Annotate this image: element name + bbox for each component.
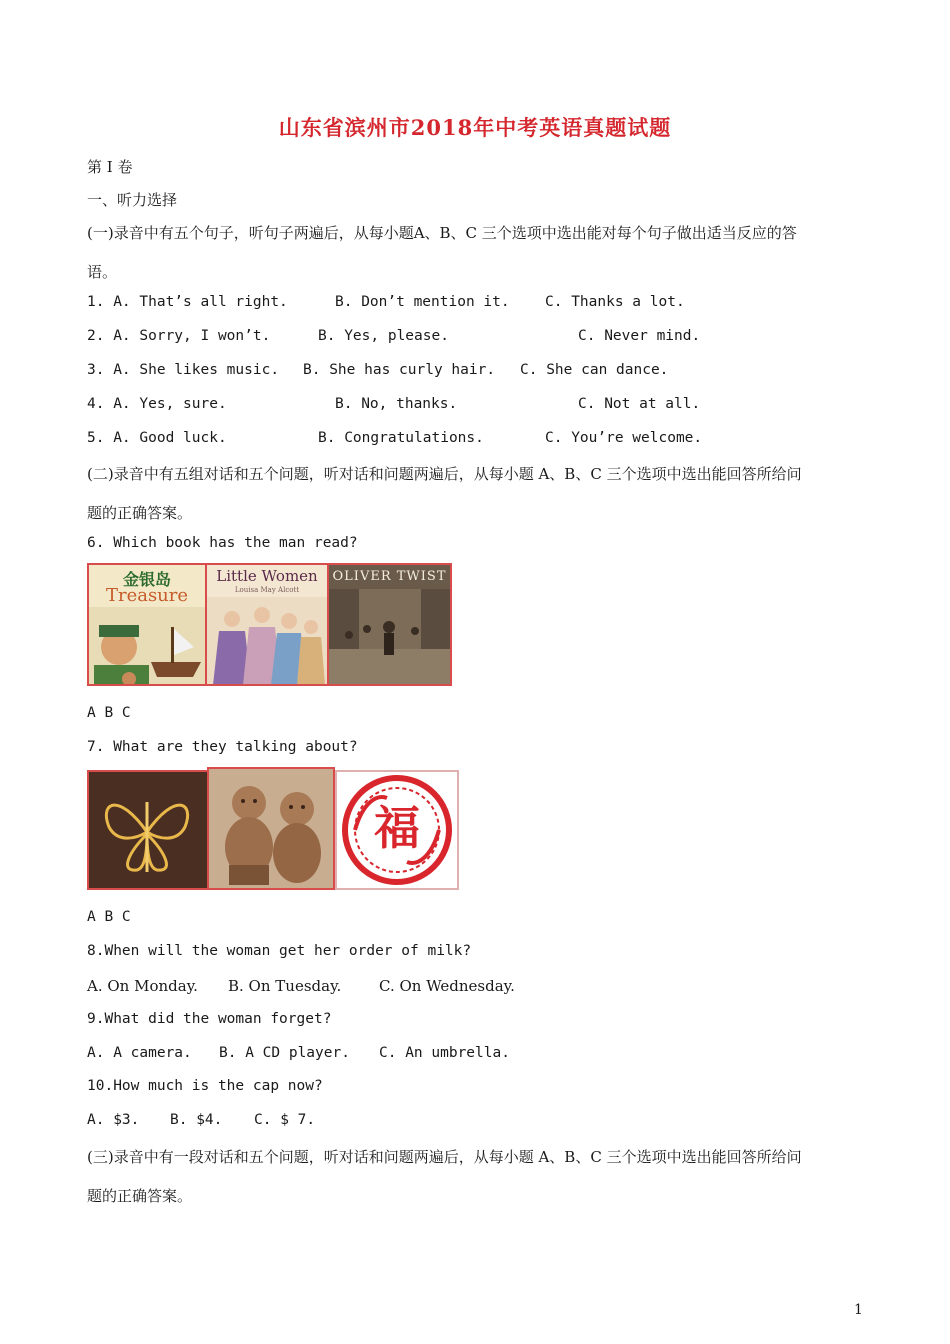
q7-option-labels: A B C xyxy=(87,909,131,925)
option-a: 2. A. Sorry, I won’t. xyxy=(87,328,271,344)
option-a: 4. A. Yes, sure. xyxy=(87,396,227,412)
fu-character: 福 xyxy=(374,801,420,855)
option-b: B. No, thanks. xyxy=(335,396,458,412)
option-b: B. A CD player. xyxy=(219,1045,350,1061)
pirate-illustration xyxy=(89,607,205,686)
option-c: C. $ 7. xyxy=(254,1112,316,1128)
cover-title-cn: 金银岛 xyxy=(122,570,171,589)
section-heading: 一、听力选择 xyxy=(87,191,178,209)
oliver-twist-cover xyxy=(327,563,452,686)
page-title: 山东省滨州市2018年中考英语真题试题 xyxy=(278,115,672,140)
part3-instruction: (三)录音中有一段对话和五个问题，听对话和问题两遍后，从每小题 A、B、C 三个选项中选出能回答所给问 xyxy=(87,1148,802,1166)
option-a: 3. A. She likes music. xyxy=(87,362,280,378)
little-women-cover xyxy=(205,563,329,686)
women-illustration xyxy=(207,597,327,685)
option-c: C. Thanks a lot. xyxy=(545,294,685,310)
part3-instruction-cont: 题的正确答案。 xyxy=(87,1187,193,1205)
treasure-island-cover xyxy=(87,563,207,686)
option-b: B. She has curly hair. xyxy=(303,362,496,378)
cover-title-en: Treasure xyxy=(105,585,189,606)
volume-heading: 第 I 卷 xyxy=(87,158,133,176)
butterfly-illustration xyxy=(89,772,207,888)
option-b: B. On Tuesday. xyxy=(228,977,342,995)
question-8: 8.When will the woman get her order of milk? xyxy=(87,943,472,959)
clay-figurines xyxy=(207,767,335,890)
question-7: 7. What are they talking about? xyxy=(87,739,358,755)
clay-dolls-illustration xyxy=(209,769,333,888)
street-scene-illustration xyxy=(329,589,450,684)
question-10: 10.How much is the cap now? xyxy=(87,1078,323,1094)
cover-author: Louisa May Alcott xyxy=(234,586,300,594)
q7-image-row xyxy=(87,767,459,890)
option-c: C. An umbrella. xyxy=(379,1045,510,1061)
sugar-painting-butterfly xyxy=(87,770,209,890)
part2-instruction: (二)录音中有五组对话和五个问题，听对话和问题两遍后，从每小题 A、B、C 三个选项中选出能回答所给问 xyxy=(87,465,802,483)
option-a: 1. A. That’s all right. xyxy=(87,294,288,310)
option-a: A. A camera. xyxy=(87,1045,192,1061)
cover-title: OLIVER TWIST xyxy=(332,569,447,584)
cover-title: Little Women xyxy=(216,567,318,585)
part1-instruction: (一)录音中有五个句子，听句子两遍后，从每小题A、B、C 三个选项中选出能对每个句子做出适当反应的答 xyxy=(87,224,797,242)
option-c: C. You’re welcome. xyxy=(545,430,703,446)
option-a: A. $3. xyxy=(87,1112,140,1128)
option-a: 5. A. Good luck. xyxy=(87,430,227,446)
q6-option-labels: A B C xyxy=(87,705,131,721)
option-a: A. On Monday. xyxy=(87,977,198,995)
question-9: 9.What did the woman forget? xyxy=(87,1011,332,1027)
option-b: B. $4. xyxy=(170,1112,223,1128)
option-b: B. Yes, please. xyxy=(318,328,449,344)
part1-instruction-cont: 语。 xyxy=(87,263,118,281)
option-c: C. On Wednesday. xyxy=(379,977,515,995)
paper-cutting-fu xyxy=(335,770,459,890)
option-c: C. She can dance. xyxy=(520,362,669,378)
page-number: 1 xyxy=(854,1302,863,1318)
option-b: B. Congratulations. xyxy=(318,430,484,446)
option-c: C. Not at all. xyxy=(578,396,701,412)
option-b: B. Don’t mention it. xyxy=(335,294,510,310)
part2-instruction-cont: 题的正确答案。 xyxy=(87,504,193,522)
q6-image-row xyxy=(87,563,452,686)
option-c: C. Never mind. xyxy=(578,328,701,344)
question-6: 6. Which book has the man read? xyxy=(87,535,358,551)
